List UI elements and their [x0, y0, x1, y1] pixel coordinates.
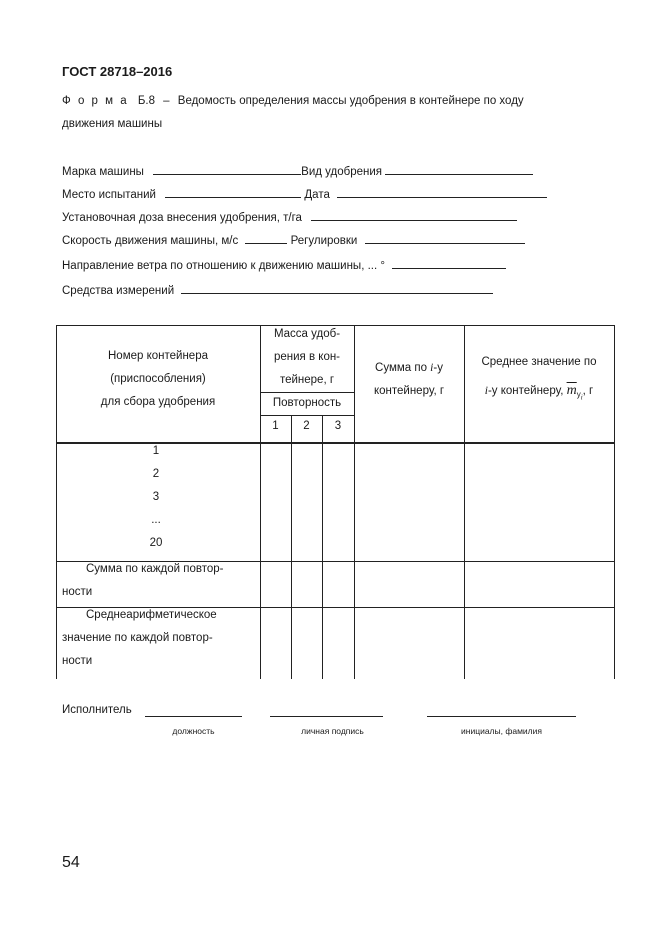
signature-caption: личная подпись	[301, 726, 364, 736]
position-line	[145, 716, 242, 717]
header-line: Среднее значение по	[481, 356, 597, 368]
header-repeat-2: 2	[303, 420, 310, 432]
label-line: Сумма по каждой повтор-	[86, 563, 224, 575]
table-header-divider	[56, 442, 615, 444]
header-text: -у	[433, 362, 443, 374]
header-line: рения в кон-	[273, 351, 341, 363]
label-line: ности	[62, 655, 93, 667]
mean-symbol: $\overline{m}$	[566, 383, 577, 398]
row-mean-label	[62, 604, 258, 673]
blank-line	[153, 163, 301, 175]
field-label: Средства измерений	[62, 285, 175, 297]
label-line: значение по каждой повтор-	[62, 632, 213, 644]
name-line	[427, 716, 576, 717]
subscript: у	[576, 390, 581, 400]
header-repeat: Повторность	[272, 397, 342, 409]
var-i: i	[430, 362, 434, 374]
row-sum-label	[62, 558, 258, 604]
field-label: Регулировки	[290, 235, 358, 247]
header-line: для сбора удобрения	[100, 396, 216, 408]
field-machine-brand	[62, 163, 533, 178]
header-line: (приспособления)	[110, 373, 206, 385]
header-repeat-1: 1	[272, 420, 279, 432]
table-line	[291, 415, 292, 679]
field-label: Направление ветра по отношению к движению машины, ... °	[62, 260, 385, 272]
header-mean-per-container	[464, 351, 614, 410]
label-line: ности	[62, 586, 93, 598]
measurement-table	[56, 325, 615, 679]
form-dash: –	[163, 95, 170, 107]
blank-line	[385, 163, 533, 175]
field-label: Установочная доза внесения удобрения, т/га	[62, 212, 302, 224]
row-number: ...	[151, 514, 161, 526]
field-label: Вид удобрения	[301, 166, 383, 178]
field-label: Место испытаний	[62, 189, 156, 201]
header-line: Номер контейнера	[108, 350, 208, 362]
header-line	[464, 379, 614, 410]
header-text: -у контейнеру,	[487, 385, 564, 397]
row-number: 20	[149, 537, 163, 549]
field-label: Марка машины	[62, 166, 144, 178]
signature-line	[270, 716, 383, 717]
field-test-location	[62, 186, 547, 201]
header-repeat-3: 3	[334, 420, 342, 432]
blank-line	[245, 232, 287, 244]
field-wind-direction	[62, 257, 506, 272]
header-container-number	[56, 345, 260, 414]
header-line: Масса удоб-	[273, 328, 341, 340]
header-text: , г	[582, 385, 594, 397]
form-number: Б.8	[137, 95, 155, 107]
row-number: 3	[152, 491, 160, 503]
page-number: 54	[62, 854, 80, 871]
executor-label: Исполнитель	[62, 704, 132, 716]
row-number: 2	[152, 468, 160, 480]
form-prefix: Ф о р м а	[62, 95, 129, 107]
header-line: тейнере, г	[279, 374, 335, 386]
header-fertilizer-mass	[260, 323, 354, 392]
blank-line	[392, 257, 506, 269]
field-speed	[62, 232, 525, 247]
subsubscript: i	[580, 393, 583, 402]
header-text: Сумма по	[375, 362, 427, 374]
header-sum-per-container	[354, 357, 464, 403]
form-title-line1: Ведомость определения массы удобрения в контейнере по ходу	[177, 95, 524, 107]
row-number: 1	[152, 445, 160, 457]
standard-title: ГОСТ 28718–2016	[62, 64, 173, 79]
form-title	[62, 90, 524, 113]
label-line: Среднеарифметическое	[86, 609, 217, 621]
header-line	[354, 357, 464, 380]
table-line	[322, 415, 323, 679]
blank-line	[181, 282, 493, 294]
name-caption: инициалы, фамилия	[461, 726, 542, 736]
executor-row	[62, 704, 132, 716]
field-label: Скорость движения машины, м/с	[62, 235, 239, 247]
field-instruments	[62, 282, 493, 297]
form-title-line2: движения машины	[62, 118, 163, 130]
position-caption: должность	[172, 726, 215, 736]
field-label: Дата	[304, 189, 330, 201]
table-border	[614, 325, 615, 679]
field-set-dose	[62, 209, 517, 224]
blank-line	[165, 186, 301, 198]
header-line: контейнеру, г	[373, 385, 445, 397]
var-i: i	[484, 385, 488, 397]
blank-line	[365, 232, 525, 244]
blank-line	[337, 186, 547, 198]
blank-line	[311, 209, 517, 221]
